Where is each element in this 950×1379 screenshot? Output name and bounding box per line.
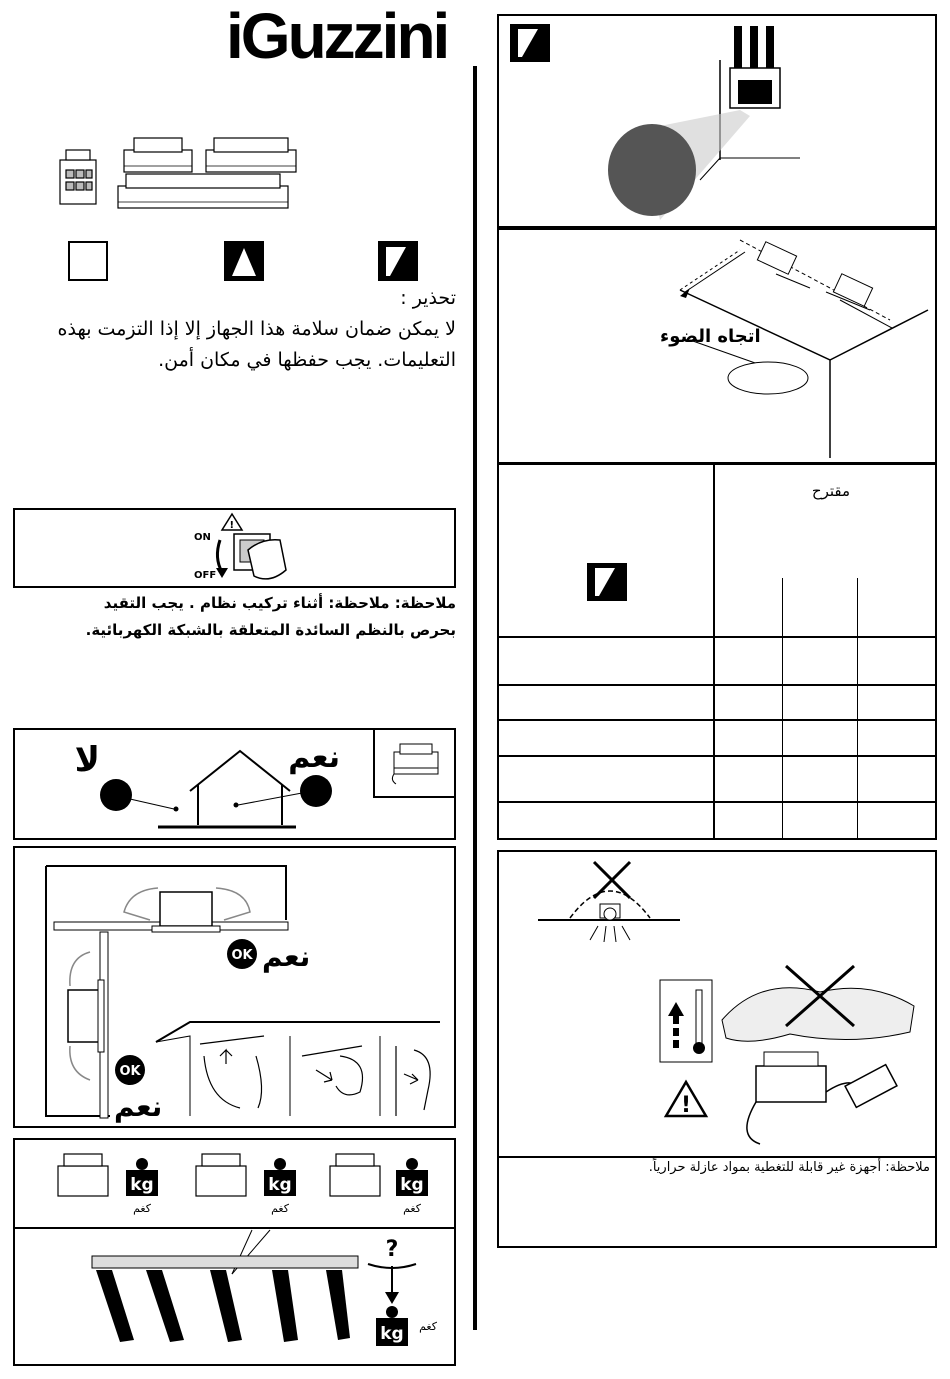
weight-kg-arabic-2: كغم [271, 1202, 289, 1215]
weight-kg-arabic-bottom: كغم [419, 1320, 437, 1333]
asymmetric-beam-icon [378, 241, 418, 281]
light-direction-illustration [540, 230, 930, 460]
switch-on-label: ON [194, 532, 211, 543]
surface-mount-icon [68, 241, 108, 281]
installation-note [14, 590, 456, 644]
table-row-line-5 [497, 801, 937, 803]
table-row-line-1 [497, 636, 937, 638]
house-indoor-illustration [74, 735, 350, 835]
suggested-table-header: مقترح [811, 482, 850, 500]
ceiling-yes-label: نعم [262, 940, 311, 973]
weight-illustration [20, 1144, 450, 1362]
installation-note-line-1: ملاحظة: ملاحظة: أثناء تركيب نظام . يجب التقيد [103, 594, 456, 612]
indoor-panel-divider-h [373, 796, 456, 798]
power-switch-illustration [190, 510, 290, 586]
weight-kg-bottom: kg [380, 1324, 404, 1344]
installation-note-line-2: بحرص بالنظم السائدة المتعلقة بالشبكة الكهربائية. [85, 621, 456, 639]
weight-kg-arabic-1: كغم [133, 1202, 151, 1215]
weight-question-mark: ? [385, 1237, 399, 1262]
switch-off-label: OFF [194, 570, 217, 581]
fixture-thumbnail-icon [386, 740, 446, 788]
beam-projection-illustration [600, 20, 820, 220]
logo-text: iGuzzini [226, 0, 448, 72]
table-row-line-3 [497, 719, 937, 721]
symmetric-beam-icon [224, 241, 264, 281]
table-row-line-4 [497, 755, 937, 757]
column-separator [473, 66, 477, 1330]
product-variants-illustration [56, 130, 301, 212]
ceiling-wall-mounting-illustration [40, 860, 440, 1122]
warning-body [30, 314, 456, 376]
weight-fixture-group [58, 1154, 380, 1196]
weight-kg-arabic-3: كغم [403, 1202, 421, 1215]
suggested-table [497, 463, 937, 840]
table-col-divider-main [713, 463, 715, 840]
wall-yes-label: نعم [114, 1090, 163, 1123]
thermal-insulation-note: ملاحظة: أجهزة غير قابلة للتغطية بمواد عازلة حرارياً. [648, 1160, 930, 1175]
outdoor-no-label: لا [74, 740, 100, 780]
weight-kg-3: kg [400, 1175, 424, 1195]
svg-text:!: ! [680, 1093, 692, 1118]
weight-kg-1: kg [130, 1175, 154, 1195]
thermal-panel-divider [497, 1156, 937, 1158]
asymmetric-beam-icon-2 [510, 24, 550, 62]
indoor-yes-label: نعم [288, 740, 340, 775]
light-direction-label: اتجاه الضوء [660, 326, 761, 347]
ceiling-ok-label: OK [231, 948, 253, 963]
weight-kg-2: kg [268, 1175, 292, 1195]
warning-line-1: لا يمكن ضمان سلامة هذا الجهاز إلا إذا التزمت بهذه [57, 318, 456, 340]
indoor-panel-divider [373, 728, 375, 798]
table-row-line-2 [497, 684, 937, 686]
warning-title: تحذير : [400, 287, 456, 309]
svg-text:!: ! [229, 520, 235, 531]
warning-line-2: التعليمات. يجب حفظها في مكان أمن. [158, 349, 456, 371]
wall-ok-label: OK [119, 1064, 141, 1079]
iguzzini-logo [226, 0, 464, 72]
no-insulation-cover-illustration [530, 856, 930, 1154]
asymmetric-beam-icon-3 [587, 563, 627, 601]
